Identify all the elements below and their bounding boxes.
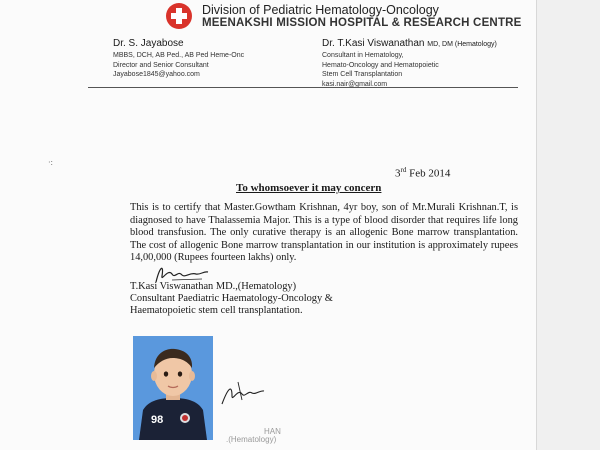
- faint-stamp-text: [226, 428, 281, 444]
- doctor-left-degrees: MBBS, DCH, AB Ped., AB Ped Heme-Onc: [113, 52, 245, 59]
- doctor-right-credentials: MD, DM (Hematology): [427, 41, 497, 48]
- doctor-left-role: Director and Senior Consultant: [113, 61, 209, 69]
- doctor-right-line-1: Consultant in Hematology,: [322, 52, 404, 59]
- date-day: 3: [395, 167, 401, 180]
- letter-heading: To whomsoever it may concern: [236, 182, 382, 194]
- shirt-number: 98: [151, 414, 164, 426]
- scan-speck: ·:: [48, 158, 53, 167]
- page-edge: [536, 0, 600, 450]
- doctor-right-block: [322, 38, 497, 89]
- letter-date: [395, 166, 450, 180]
- header-divider: [88, 87, 518, 88]
- doctor-left-email: Jayabose1845@yahoo.com: [113, 71, 200, 78]
- signatory-block: [130, 281, 333, 317]
- doctor-right-email: kasi.nair@gmail.com: [322, 80, 388, 88]
- doctor-right-line-2: Hemato-Oncology and Hematopoietic: [322, 61, 439, 69]
- doctor-right-name-row: [322, 38, 497, 49]
- date-rest: Feb 2014: [406, 167, 451, 180]
- division-title: Division of Pediatric Hematology-Oncology: [202, 3, 439, 17]
- hospital-name: MEENAKSHI MISSION HOSPITAL & RESEARCH CENTRE: [202, 17, 522, 29]
- signatory-title-2: Haematopoietic stem cell transplantation.: [130, 305, 303, 316]
- faint-stamp-line-2: .(Hematology): [226, 435, 277, 444]
- child-photo: [133, 336, 213, 440]
- signatory-title-1: Consultant Paediatric Haematology-Oncology &: [130, 293, 333, 304]
- doctor-left-block: [113, 38, 244, 80]
- doctor-left-name: Dr. S. Jayabose: [113, 38, 184, 49]
- doctor-right-line-3: Stem Cell Transplantation: [322, 71, 403, 78]
- photo-signature-scribble: [218, 378, 268, 408]
- signatory-name: T.Kasi Viswanathan MD.,(Hematology): [130, 281, 297, 292]
- date-suffix: rd: [400, 166, 407, 174]
- hospital-logo-icon: [165, 2, 193, 30]
- doctor-right-name: Dr. T.Kasi Viswanathan: [322, 38, 425, 49]
- letter-body: This is to certify that Master.Gowtham Krishnan, 4yr boy, son of Mr.Murali Krishnan.T, is diagnosed to have Thalassemia Major. This is a type of blood disorder that requires life long blood transfusion. The only curative therapy is an allogenic Bone marrow transplantation. The cost of allogenic Bone marrow transplantation in our institution is approximately rupees 14,00,000 (Rupees fourteen lakhs) only.: [130, 202, 518, 264]
- faint-stamp-line-1: HAN: [264, 427, 281, 436]
- child-photo-drawing: [133, 336, 213, 440]
